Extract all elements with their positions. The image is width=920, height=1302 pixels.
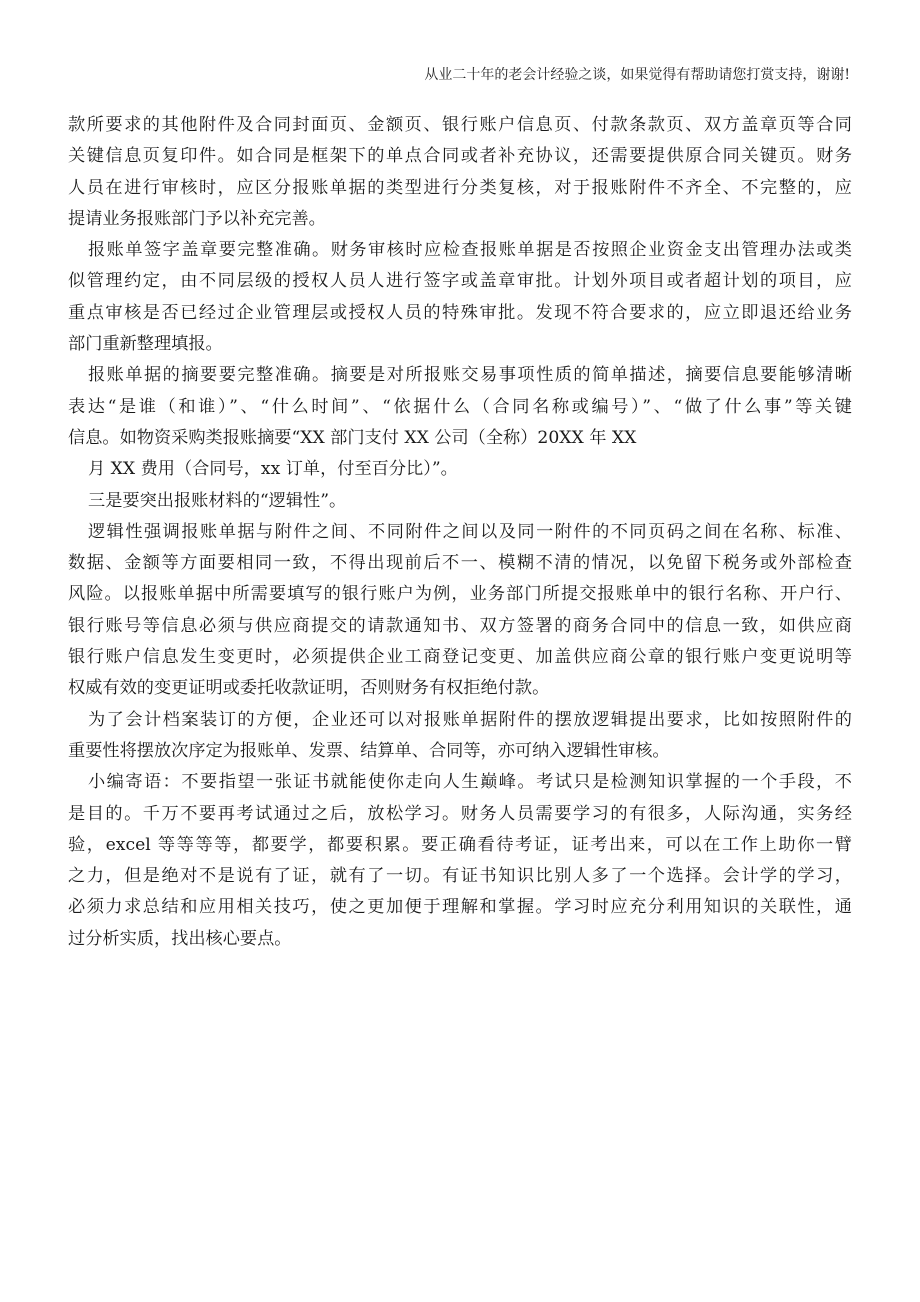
paragraph-archive-order [68, 705, 852, 768]
text-line: 报账单据的摘要要完整准确。摘要是对所报账交易事项性质的简单描述，摘要信息要能够清晰 [88, 365, 852, 386]
paragraph-logic [68, 517, 852, 705]
text-line: 三是要突出报账材料的“逻辑性”。 [88, 490, 347, 511]
text-line: 银行账号等信息必须与供应商提交的请款通知书、双方签署的商务合同中的信息一致，如供应商 [68, 615, 852, 636]
text-line: 银行账户信息发生变更时，必须提供企业工商登记变更、加盖供应商公章的银行账户变更说明等 [68, 647, 852, 668]
text-line: 月 XX 费用（合同号，xx 订单，付至百分比）”。 [88, 459, 458, 480]
paragraph-summary [68, 360, 852, 454]
text-line: 之力，但是绝对不是说有了证，就有了一切。有证书知识比别人多了一个选择。会计学的学习， [68, 866, 852, 887]
text-line: 小编寄语：不要指望一张证书就能使你走向人生巅峰。考试只是检测知识掌握的一个手段，不 [88, 772, 852, 793]
text-line: 重点审核是否已经过企业管理层或授权人员的特殊审批。发现不符合要求的，应立即退还给业务 [68, 302, 852, 323]
text-line: 风险。以报账单据中所需要填写的银行账户为例，业务部门所提交报账单中的银行名称、开户行、 [68, 584, 852, 605]
text-line: 是目的。千万不要再考试通过之后，放松学习。财务人员需要学习的有很多，人际沟通，实务经 [68, 803, 852, 824]
text-line: 提请业务报账部门予以补充完善。 [68, 208, 326, 229]
text-line: 表达“是谁（和谁）”、“什么时间”、“依据什么（合同名称或编号）”、“做了什么事”等关键 [68, 396, 852, 417]
text-line: 关键信息页复印件。如合同是框架下的单点合同或者补充协议，还需要提供原合同关键页。财务 [68, 146, 852, 167]
text-line: 数据、金额等方面要相同一致，不得出现前后不一、模糊不清的情况，以免留下税务或外部检查 [68, 553, 852, 574]
text-line: 似管理约定，由不同层级的授权人员人进行签字或盖章审批。计划外项目或者超计划的项目，应 [68, 271, 852, 292]
text-line: 部门重新整理填报。 [68, 334, 223, 355]
text-line: 过分析实质，找出核心要点。 [68, 928, 292, 949]
text-line: 报账单签字盖章要完整准确。财务审核时应检查报账单据是否按照企业资金支出管理办法或类 [88, 240, 852, 261]
text-line: 权威有效的变更证明或委托收款证明，否则财务有权拒绝付款。 [68, 678, 550, 699]
text-line: 款所要求的其他附件及合同封面页、金额页、银行账户信息页、付款条款页、双方盖章页等合同 [68, 115, 852, 135]
article-body [68, 110, 852, 955]
text-line: 必须力求总结和应用相关技巧，使之更加便于理解和掌握。学习时应充分利用知识的关联性，通 [68, 897, 852, 918]
text-line: 信息。如物资采购类报账摘要“XX 部门支付 XX 公司（全称）20XX 年 XX [68, 427, 637, 448]
paragraph-signature [68, 235, 852, 360]
text-line: 验，excel 等等等等，都要学，都要积累。要正确看待考证，证考出来，可以在工作上助你一臂 [68, 834, 852, 855]
paragraph-summary-continued [68, 454, 852, 485]
paragraph-editor-note [68, 767, 852, 955]
text-line: 逻辑性强调报账单据与附件之间、不同附件之间以及同一附件的不同页码之间在名称、标准、 [88, 521, 852, 542]
text-line: 人员在进行审核时，应区分报账单据的类型进行分类复核，对于报账附件不齐全、不完整的，应 [68, 177, 852, 198]
text-line: 为了会计档案装订的方便，企业还可以对报账单据附件的摆放逻辑提出要求，比如按照附件的 [88, 709, 852, 730]
page-header: 从业二十年的老会计经验之谈，如果觉得有帮助请您打赏支持，谢谢! [424, 67, 850, 83]
text-line: 重要性将摆放次序定为报账单、发票、结算单、合同等，亦可纳入逻辑性审核。 [68, 740, 670, 761]
paragraph-attachments [68, 110, 852, 235]
section-heading-logic [68, 486, 852, 517]
